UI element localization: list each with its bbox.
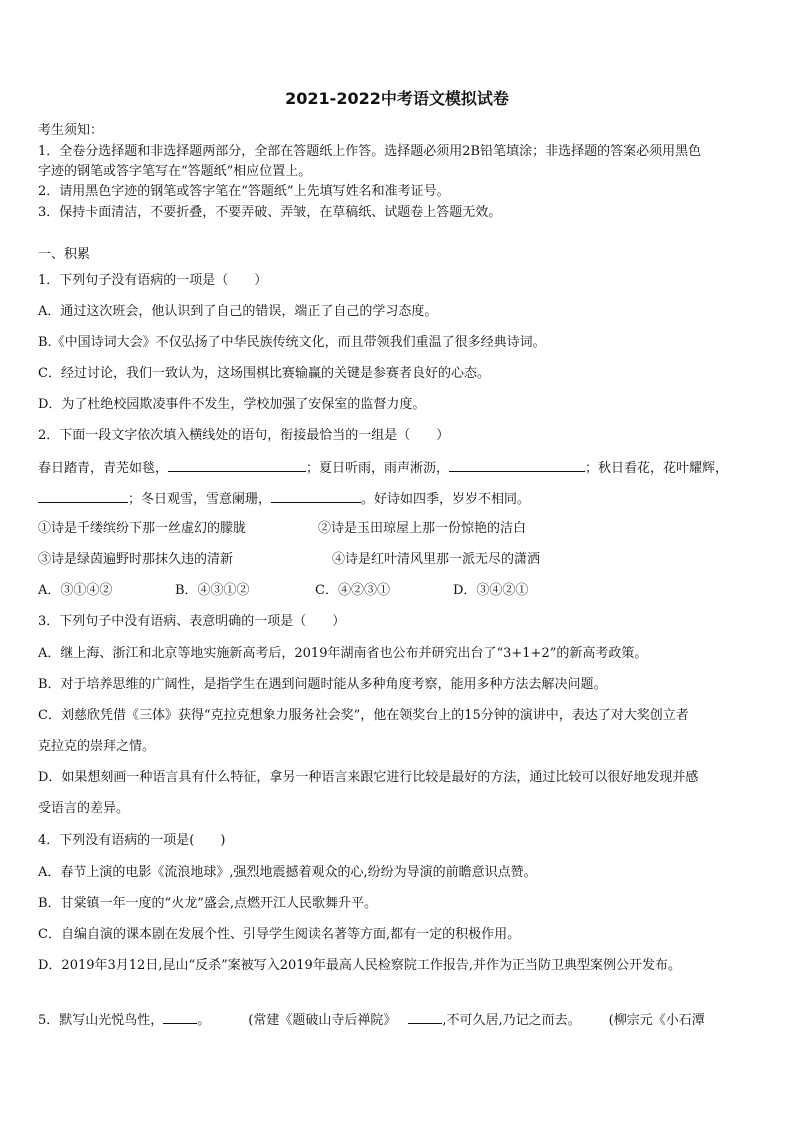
- answer-blank[interactable]: [38, 489, 128, 503]
- q3-option-d-cont: 受语言的差异。: [38, 801, 130, 816]
- notice-item: 3．保持卡面清洁，不要折叠，不要弄破、弄皱，在草稿纸、试题卷上答题无效。: [38, 205, 502, 220]
- q5-text: ,不可久居,乃记之而去。: [442, 1013, 581, 1028]
- answer-blank[interactable]: [168, 458, 306, 472]
- q5-text: 5．默写山光悦鸟性，: [38, 1013, 164, 1028]
- q2-passage-line2: [38, 489, 530, 509]
- q3-option-c: C．刘慈欣凭借《三体》获得“克拉克想象力服务社会奖”，他在领奖台上的15分钟的演讲中，表达了对大奖创立者: [38, 708, 689, 723]
- answer-blank[interactable]: [408, 1010, 442, 1024]
- q4-stem: 4．下列没有语病的一项是( ): [38, 833, 226, 848]
- q2-option-d: D．③④②①: [453, 583, 529, 598]
- q2-choice-2: ②诗是玉田琼屋上那一份惊艳的洁白: [318, 521, 527, 536]
- answer-blank[interactable]: [449, 458, 585, 472]
- q1-option-b: B.《中国诗词大会》不仅弘扬了中华民族传统文化，而且带领我们重温了很多经典诗词。: [38, 335, 546, 350]
- q3-option-d: D．如果想刻画一种语言具有什么特征，拿另一种语言来跟它进行比较是最好的方法，通过比较可以很好地发现并感: [38, 770, 699, 785]
- page-title: 2021-2022中考语文模拟试卷: [285, 89, 509, 108]
- q1-stem: 1．下列句子没有语病的一项是（ ）: [38, 273, 268, 288]
- q2-text: ；夏日听雨，雨声淅沥，: [306, 461, 450, 476]
- q2-option-b: B．④③①②: [175, 583, 250, 598]
- q4-option-b: B．甘棠镇一年一度的“火龙”盛会,点燃开江人民歌舞升平。: [38, 896, 377, 911]
- q5-source: (柳宗元《小石潭: [608, 1013, 705, 1028]
- q2-stem: 2．下面一段文字依次填入横线处的语句，衔接最恰当的一组是（ ）: [38, 428, 450, 443]
- q2-text: ；冬日观雪，雪意阑珊，: [128, 492, 272, 507]
- q2-choice-4: ④诗是红叶清风里那一派无尽的潇洒: [332, 552, 541, 567]
- q2-passage-line1: [38, 458, 728, 478]
- q5-text: 。: [197, 1013, 211, 1028]
- q4-option-c: C．自编自演的课本剧在发展个性、引导学生阅读名著等方面,都有一定的积极作用。: [38, 927, 521, 942]
- q2-option-c: C．④②③①: [315, 583, 390, 598]
- notice-item: 1．全卷分选择题和非选择题两部分，全部在答题纸上作答。选择题必须用2B铅笔填涂；非选择题的答案必须用黑色: [38, 144, 702, 159]
- q4-option-d: D．2019年3月12日,昆山“反杀”案被写入2019年最高人民检察院工作报告,并作为正当防卫典型案例公开发布。: [38, 958, 681, 973]
- notice-heading: 考生须知：: [38, 123, 104, 138]
- section-heading: 一、积累: [38, 247, 91, 262]
- q2-choice-3: ③诗是绿茵遍野时那抹久违的清新: [38, 552, 234, 567]
- q2-option-a: A．③①④②: [38, 583, 113, 598]
- q3-stem: 3．下列句子中没有语病、表意明确的一项是（ ）: [38, 614, 346, 629]
- notice-item: 2．请用黑色字迹的钢笔或答字笔在“答题纸”上先填写姓名和准考证号。: [38, 184, 450, 199]
- q3-option-c-cont: 克拉克的崇拜之情。: [38, 739, 156, 754]
- q2-text: ；秋日看花，花叶耀辉，: [585, 461, 729, 476]
- q3-option-b: B．对于培养思维的广阔性，是指学生在遇到问题时能从多种角度考察，能用多种方法去解决问题。: [38, 677, 607, 692]
- answer-blank[interactable]: [163, 1010, 197, 1024]
- q1-option-a: A．通过这次班会，他认识到了自己的错误，端正了自己的学习态度。: [38, 304, 438, 319]
- q4-option-a: A．春节上演的电影《流浪地球》,强烈地震撼着观众的心,纷纷为导演的前瞻意识点赞。: [38, 865, 537, 880]
- q2-text: 春日踏青，青芜如毯，: [38, 461, 169, 476]
- q5-source: (常建《题破山寺后禅院》: [248, 1013, 397, 1028]
- q2-choice-1: ①诗是千缕缤纷下那一丝虚幻的朦胧: [38, 521, 247, 536]
- q5-line: [38, 1010, 705, 1030]
- q1-option-c: C．经过讨论，我们一致认为，这场围棋比赛输赢的关键是参赛者良好的心态。: [38, 366, 490, 381]
- q1-option-d: D．为了杜绝校园欺凌事件不发生，学校加强了安保室的监督力度。: [38, 397, 426, 412]
- q3-option-a: A．继上海、浙江和北京等地实施新高考后，2019年湖南省也公布并研究出台了“3+1+2”的新高考政策。: [38, 646, 648, 661]
- answer-blank[interactable]: [271, 489, 361, 503]
- q2-text: 。好诗如四季，岁岁不相同。: [361, 492, 531, 507]
- notice-item: 字迹的钢笔或答字笔写在“答题纸”相应位置上。: [38, 164, 312, 179]
